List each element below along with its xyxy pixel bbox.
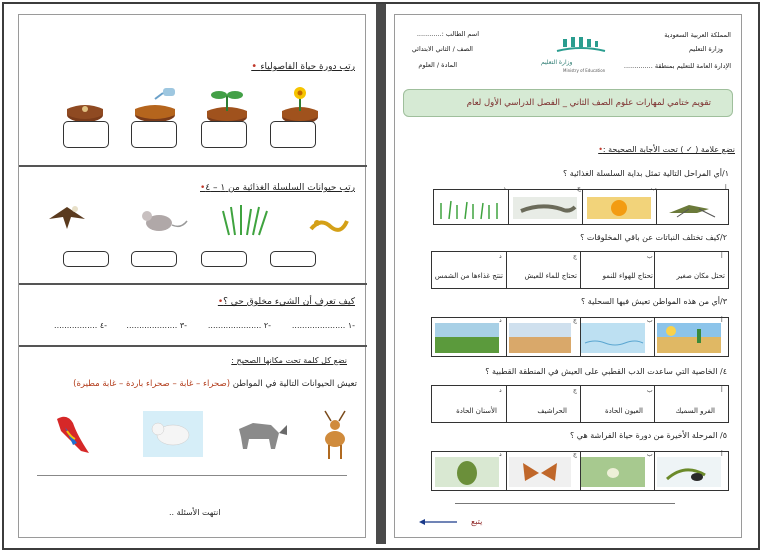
option-letter: أ bbox=[721, 451, 723, 458]
stage-watering-icon bbox=[135, 88, 175, 122]
q4-option-a[interactable]: الفرو السميك bbox=[675, 407, 715, 415]
q3-images bbox=[435, 323, 725, 353]
end-of-questions: انتهت الأسئلة .. bbox=[169, 508, 221, 517]
option-letter: ب bbox=[651, 185, 657, 192]
option-letter: د bbox=[499, 253, 502, 260]
mouse-icon bbox=[142, 211, 187, 231]
option-letter: ج bbox=[573, 451, 577, 458]
option-letter: أ bbox=[725, 185, 727, 192]
q2-answer-box[interactable] bbox=[63, 251, 109, 267]
q1-answer-box[interactable] bbox=[201, 121, 247, 148]
ministry-label: وزارة التعليم bbox=[688, 45, 723, 53]
option-letter: د bbox=[499, 387, 502, 394]
habitat-animals-images bbox=[43, 405, 353, 465]
option-letter: ج bbox=[573, 253, 577, 260]
farmland-icon bbox=[435, 323, 499, 353]
q2-title: رتب حيوانات السلسلة الغذائية من ١ – ٤• bbox=[200, 183, 355, 193]
eagle-icon bbox=[49, 206, 85, 229]
q2-answer-box[interactable] bbox=[131, 251, 177, 267]
caterpillar-icon bbox=[657, 457, 721, 487]
q2-option-d[interactable]: تنتج غذاءها من الشمس bbox=[434, 272, 503, 280]
question-4-text: ٤/ الخاصية التي ساعدت الدب القطبي على العيش في المنطقة القطبية ؟ bbox=[485, 367, 727, 376]
q1-images bbox=[437, 195, 727, 221]
option-letter: ب bbox=[647, 317, 653, 324]
option-letter: د bbox=[499, 451, 502, 458]
grade-label: الصف / الثاني الابتدائي bbox=[411, 45, 473, 53]
q3-blank-2[interactable]: -٢ ..................... bbox=[207, 321, 271, 330]
deer-icon bbox=[325, 411, 345, 459]
question-5-text: ٥/ المرحلة الأخيرة من دورة حياة الفراشة هي ؟ bbox=[570, 431, 727, 440]
right-page bbox=[394, 14, 742, 538]
stage-seed-icon bbox=[67, 105, 103, 122]
section-divider bbox=[19, 345, 367, 347]
cactus-desert-icon bbox=[657, 323, 721, 353]
food-chain-images bbox=[41, 199, 351, 239]
exam-title: تقويم ختامي لمهارات علوم الصف الثاني _ الفصل الدراسي الأول لعام bbox=[466, 98, 711, 108]
stage-seedling-icon bbox=[207, 91, 247, 124]
sun-icon bbox=[587, 197, 651, 219]
grass-icon bbox=[441, 201, 497, 219]
page-divider bbox=[376, 4, 386, 544]
chrysalis-icon bbox=[435, 457, 499, 487]
q5-images bbox=[435, 457, 725, 487]
option-letter: ب bbox=[647, 253, 653, 260]
option-letter: ج bbox=[577, 185, 581, 192]
butterfly-icon bbox=[509, 457, 571, 487]
option-letter: د bbox=[499, 317, 502, 324]
q4-title: نضع كل كلمة تحت مكانها الصحيح : bbox=[231, 356, 347, 365]
polar-bear-icon bbox=[143, 411, 203, 457]
option-letter: أ bbox=[721, 317, 723, 324]
q4-text: تعيش الحيوانات التالية في المواطن (صحراء – غابة – صحراء باردة – غابة مطيرة) bbox=[73, 379, 357, 389]
instruction: نضع علامة ( ✓ ) تحت الأجابة الصحيحة :• bbox=[598, 145, 735, 154]
option-letter: ج bbox=[573, 317, 577, 324]
ministry-logo-icon bbox=[553, 35, 609, 57]
question-1-text: ١/أي المراحل التالية تمثل بداية السلسلة الغذائية ؟ bbox=[563, 169, 729, 178]
section-divider bbox=[19, 165, 367, 167]
option-letter: أ bbox=[721, 387, 723, 394]
option-letter: ب bbox=[647, 387, 653, 394]
q4-option-b[interactable]: العيون الحادة bbox=[604, 407, 643, 415]
option-letter: ب bbox=[647, 451, 653, 458]
q4-option-d[interactable]: الأسنان الحادة bbox=[456, 407, 497, 415]
question-3-text: ٣/أي من هذه المواطن تعيش فيها السحلية ؟ bbox=[581, 297, 727, 306]
question-2-options bbox=[431, 251, 729, 289]
q3-blank-3[interactable]: -٣ .................... bbox=[126, 321, 187, 330]
q1-title: رتب دورة حياة الفاصولياء • bbox=[251, 61, 355, 72]
country-label: المملكة العربية السعودية bbox=[664, 31, 731, 39]
option-letter: أ bbox=[721, 253, 723, 260]
logo-arabic-text: وزارة التعليم bbox=[541, 59, 573, 66]
q2-option-a[interactable]: تحتل مكان صغير bbox=[676, 272, 725, 280]
grass-icon bbox=[223, 205, 267, 235]
student-name-field[interactable]: اسم الطالب :............ bbox=[416, 30, 479, 38]
wolf-icon bbox=[239, 423, 287, 449]
q4-option-c[interactable]: الحراشيف bbox=[537, 407, 567, 415]
q1-answer-box[interactable] bbox=[131, 121, 177, 148]
left-page bbox=[18, 14, 366, 538]
subject-label: المادة / العلوم bbox=[418, 61, 457, 69]
admin-label: الإدارة العامة للتعليم بمنطقة .............. bbox=[623, 62, 731, 70]
continue-label: يتبع bbox=[471, 517, 483, 526]
ocean-icon bbox=[581, 323, 645, 353]
section-divider bbox=[19, 283, 367, 285]
q2-option-c[interactable]: تحتاج للماء للعيش bbox=[524, 272, 577, 280]
q2-option-b[interactable]: تحتاج للهواء للنمو bbox=[602, 272, 653, 280]
q3-blank-4[interactable]: -٤ ................. bbox=[54, 321, 107, 330]
question-4-options bbox=[431, 385, 729, 423]
q2-answer-box[interactable] bbox=[201, 251, 247, 267]
grasshopper-icon bbox=[669, 205, 715, 217]
q1-answer-box[interactable] bbox=[63, 121, 109, 148]
q3-blank-1[interactable]: -١ ..................... bbox=[291, 321, 355, 330]
lizard-icon bbox=[513, 197, 577, 219]
footer-line bbox=[455, 503, 675, 504]
desert-icon bbox=[509, 323, 571, 353]
option-letter: ج bbox=[573, 387, 577, 394]
stage-flower-icon bbox=[282, 87, 318, 124]
q3-title: كيف تعرف أن الشيء مخلوق حي ؟• bbox=[217, 297, 355, 307]
q1-answer-box[interactable] bbox=[270, 121, 316, 148]
option-letter: د bbox=[503, 185, 506, 192]
egg-on-leaf-icon bbox=[581, 457, 645, 487]
q2-answer-box[interactable] bbox=[270, 251, 316, 267]
logo-english-text: Ministry of Education bbox=[563, 68, 606, 73]
parrot-icon bbox=[57, 417, 89, 453]
arrow-left-icon bbox=[419, 518, 459, 526]
question-2-text: ٢/كيف تختلف النباتات عن باقي المخلوقات ؟ bbox=[580, 233, 727, 242]
section-divider bbox=[37, 475, 347, 476]
snake-icon bbox=[311, 220, 347, 230]
